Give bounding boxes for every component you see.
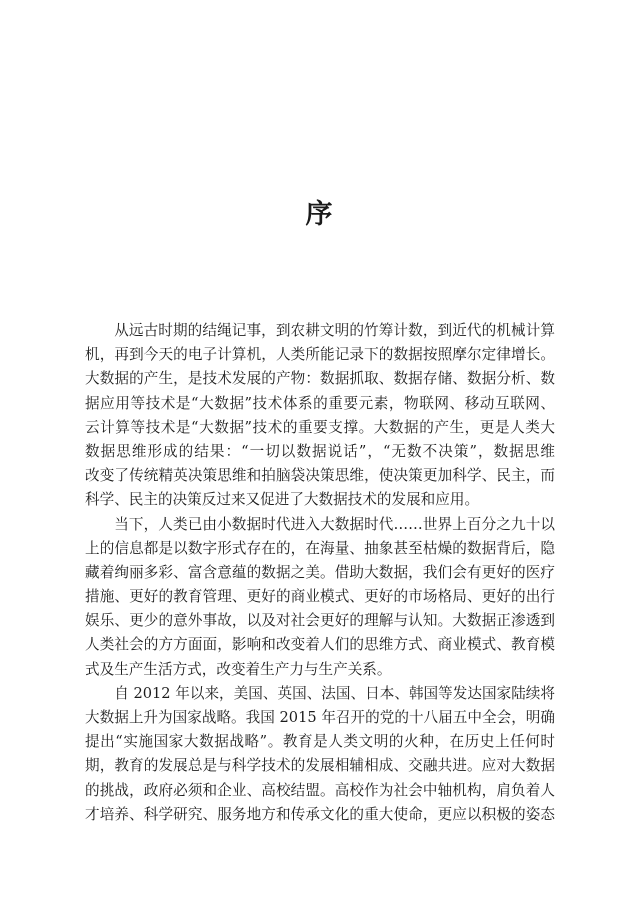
body-line: 据应用等技术是“大数据”技术体系的重要元素，物联网、移动互联网、	[85, 394, 555, 412]
paragraph	[85, 319, 555, 513]
body-line: 数据思维形成的结果：“一切以数据说话”，“无数不决策”，数据思维	[85, 442, 555, 460]
body-line: 自 2012 年以来，美国、英国、法国、日本、韩国等发达国家陆续将	[114, 684, 555, 702]
body-line: 上的信息都是以数字形式存在的，在海量、抽象甚至枯燥的数据背后，隐	[85, 539, 555, 557]
body-line: 提出“实施国家大数据战略”。教育是人类文明的火种，在历史上任何时	[85, 733, 555, 751]
body-line: 科学、民主的决策反过来又促进了大数据技术的发展和应用。	[85, 491, 480, 509]
body-line: 大数据的产生，是技术发展的产物：数据抓取、数据存储、数据分析、数	[85, 370, 555, 388]
body-line: 从远古时期的结绳记事，到农耕文明的竹筹计数，到近代的机械计算	[114, 322, 555, 339]
page-title: 序	[305, 199, 333, 230]
body-line: 的挑战，政府必须和企业、高校结盟。高校作为社会中轴机构，肩负着人	[85, 781, 555, 799]
body-line: 改变了传统精英决策思维和拍脑袋决策思维，使决策更加科学、民主，而	[85, 467, 555, 485]
body-line: 措施、更好的教育管理、更好的商业模式、更好的市场格局、更好的出行	[85, 588, 555, 606]
body-line: 式及生产生活方式，改变着生产力与生产关系。	[85, 660, 392, 678]
body-line: 娱乐、更少的意外事故，以及对社会更好的理解与认知。大数据正渗透到	[85, 612, 555, 630]
paragraph	[85, 682, 555, 827]
body-text	[85, 319, 555, 827]
body-line: 云计算等技术是“大数据”技术的重要支撑。大数据的产生，更是人类大	[85, 418, 555, 436]
body-line: 才培养、科学研究、服务地方和传承文化的重大使命，更应以积极的姿态	[85, 805, 555, 823]
body-line: 当下，人类已由小数据时代进入大数据时代……世界上百分之九十以	[114, 515, 555, 533]
body-line: 期，教育的发展总是与科学技术的发展相辅相成、交融共进。应对大数据	[85, 757, 555, 775]
body-line: 人类社会的方方面面，影响和改变着人们的思维方式、商业模式、教育模	[85, 636, 555, 654]
body-line: 大数据上升为国家战略。我国 2015 年召开的党的十八届五中全会，明确	[85, 709, 555, 726]
body-line: 机，再到今天的电子计算机，人类所能记录下的数据按照摩尔定律增长。	[85, 346, 555, 364]
body-line: 藏着绚丽多彩、富含意蕴的数据之美。借助大数据，我们会有更好的医疗	[85, 563, 555, 581]
paragraph	[85, 513, 555, 682]
